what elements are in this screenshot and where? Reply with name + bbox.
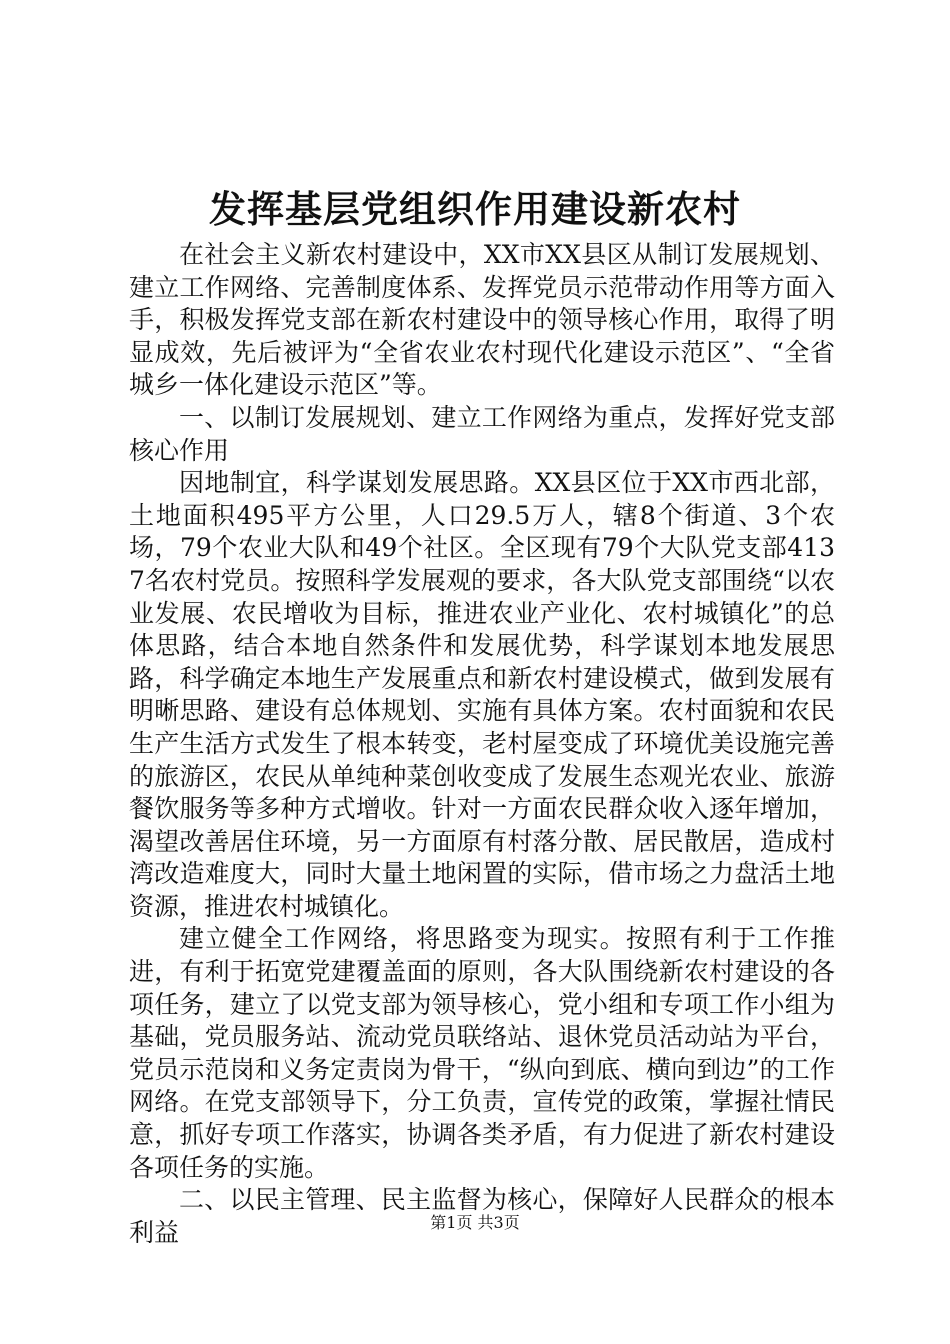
- document-title: 发挥基层党组织作用建设新农村: [209, 187, 741, 231]
- document-body: [129, 239, 835, 1249]
- page-footer: 第1页 共3页: [430, 1213, 520, 1232]
- body-paragraph: 因地制宜，科学谋划发展思路。XX县区位于XX市西北部，土地面积495平方公里，人口29.5万人，辖8个街道、3个农场，79个农业大队和49个社区。全区现有79个大队党支部4137名农村党员。按照科学发展观的要求，各大队党支部围绕“以农业发展、农民增收为目标，推进农业产业化、农村城镇化”的总体思路，结合本地自然条件和发展优势，科学谋划本地发展思路，科学确定本地生产发展重点和新农村建设模式，做到发展有明晰思路、建设有总体规划、实施有具体方案。农村面貌和农民生产生活方式发生了根本转变，老村屋变成了环境优美设施完善的旅游区，农民从单纯种菜创收变成了发展生态观光农业、旅游餐饮服务等多种方式增收。针对一方面农民群众收入逐年增加，渴望改善居住环境，另一方面原有村落分散、居民散居，造成村湾改造难度大，同时大量土地闲置的实际，借市场之力盘活土地资源，推进农村城镇化。: [129, 468, 835, 921]
- body-paragraph: 建立健全工作网络，将思路变为现实。按照有利于工作推进，有利于拓宽党建覆盖面的原则，各大队围绕新农村建设的各项任务，建立了以党支部为领导核心，党小组和专项工作小组为基础，党员服务站、流动党员联络站、退休党员活动站为平台，党员示范岗和义务定责岗为骨干，“纵向到底、横向到边”的工作网络。在党支部领导下，分工负责，宣传党的政策，掌握社情民意，抓好专项工作落实，协调各类矛盾，有力促进了新农村建设各项任务的实施。: [129, 924, 835, 1182]
- section-heading-1: 一、以制订发展规划、建立工作网络为重点，发挥好党支部核心作用: [129, 402, 835, 465]
- section-heading-2: 二、以民主管理、民主监督为核心，保障好人民群众的根本利益: [129, 1185, 835, 1247]
- intro-paragraph: 在社会主义新农村建设中，XX市XX县区从制订发展规划、建立工作网络、完善制度体系、发挥党员示范带动作用等方面入手，积极发挥党支部在新农村建设中的领导核心作用，取得了明显成效，先后被评为“全省农业农村现代化建设示范区”、“全省城乡一体化建设示范区”等。: [129, 240, 835, 400]
